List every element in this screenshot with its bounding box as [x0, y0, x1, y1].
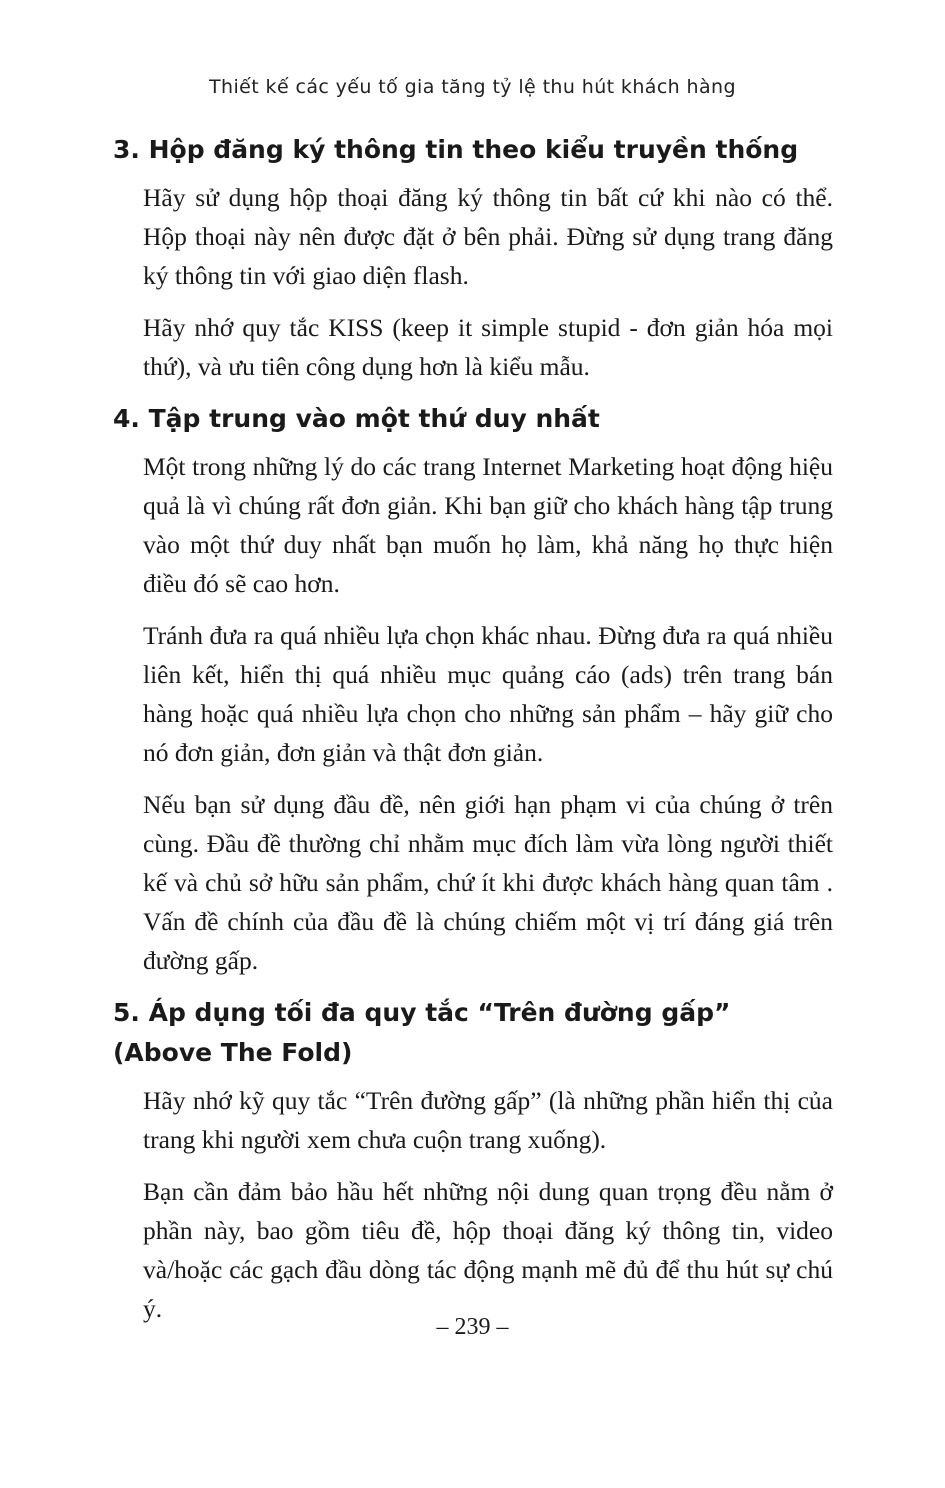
paragraph: Hãy nhớ kỹ quy tắc “Trên đường gấp” (là những phần hiển thị của trang khi người xem chưa cuộn trang xuống).: [143, 1086, 833, 1154]
paragraph: Tránh đưa ra quá nhiều lựa chọn khác nhau. Đừng đưa ra quá nhiều liên kết, hiển thị quá nhiều mục quảng cáo (ads) trên trang bán hàng hoặc quá nhiều lựa chọn cho những sản phẩm – hãy giữ cho nó đơn giản, đơn giản và thật đơn giản.: [143, 621, 833, 767]
paragraph: Hãy nhớ quy tắc KISS (keep it simple stupid - đơn giản hóa mọi thứ), và ưu tiên công dụng hơn là kiểu mẫu.: [143, 313, 833, 381]
page-body: [113, 130, 833, 1328]
paragraph: Bạn cần đảm bảo hầu hết những nội dung quan trọng đều nằm ở phần này, bao gồm tiêu đề, hộp thoại đăng ký thông tin, video và/hoặc các gạch đầu dòng tác động mạnh mẽ đủ để thu hút sự chú ý.: [143, 1177, 833, 1323]
paragraph: Hãy sử dụng hộp thoại đăng ký thông tin bất cứ khi nào có thể. Hộp thoại này nên được đặt ở bên phải. Đừng sử dụng trang đăng ký thông tin với giao diện flash.: [143, 183, 833, 290]
section-3: [113, 130, 833, 386]
paragraph: Nếu bạn sử dụng đầu đề, nên giới hạn phạm vi của chúng ở trên cùng. Đầu đề thường chỉ nhằm mục đích làm vừa lòng người thiết kế và chủ sở hữu sản phẩm, chứ ít khi được khách hàng quan tâm . Vấn đề chính của đầu đề là chúng chiếm một vị trí đáng giá trên đường gấp.: [143, 790, 833, 975]
section-heading: 4. Tập trung vào một thứ duy nhất: [113, 404, 600, 433]
page-number: – 239 –: [436, 1314, 509, 1340]
section-4: [113, 399, 833, 980]
running-header: Thiết kế các yếu tố gia tăng tỷ lệ thu hút khách hàng: [209, 76, 736, 98]
paragraph: Một trong những lý do các trang Internet Marketing hoạt động hiệu quả là vì chúng rất đơn giản. Khi bạn giữ cho khách hàng tập trung vào một thứ duy nhất bạn muốn họ làm, khả năng họ thực hiện điều đó sẽ cao hơn.: [143, 452, 833, 598]
section-5: [113, 993, 833, 1328]
section-heading: 3. Hộp đăng ký thông tin theo kiểu truyền thống: [113, 135, 799, 164]
section-heading: 5. Áp dụng tối đa quy tắc “Trên đường gấp” (Above The Fold): [113, 998, 731, 1067]
